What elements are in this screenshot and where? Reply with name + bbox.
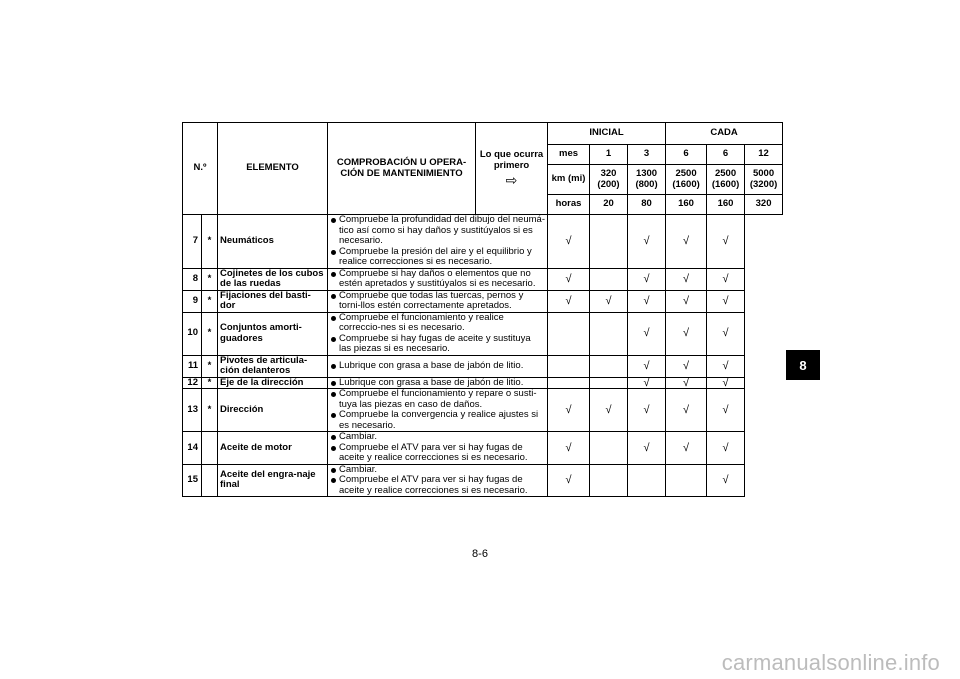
interval-check — [590, 312, 628, 355]
row-star: * — [202, 377, 218, 389]
unit-hours: horas — [548, 195, 590, 215]
interval-check: √ — [548, 389, 590, 432]
row-check-cell — [328, 215, 548, 269]
row-number: 10 — [183, 312, 202, 355]
table-row — [183, 432, 783, 465]
check-item: Compruebe si hay fugas de aceite y sustituya las piezas si es necesario. — [330, 334, 545, 355]
interval-check — [590, 355, 628, 377]
header-first — [476, 123, 548, 215]
check-item: Compruebe la presión del aire y el equilibrio y realice correcciones si es necesario. — [330, 247, 545, 268]
row-star: * — [202, 290, 218, 312]
row-number: 7 — [183, 215, 202, 269]
interval-check: √ — [666, 312, 707, 355]
interval-check: √ — [628, 268, 666, 290]
check-item: Compruebe si hay daños o elementos que no estén apretados y sustitúyalos si es necesario. — [330, 269, 545, 290]
interval-check: √ — [666, 432, 707, 465]
row-element: Fijaciones del basti-dor — [218, 290, 328, 312]
km-value: 1300 (800) — [628, 165, 666, 195]
row-element: Eje de la dirección — [218, 377, 328, 389]
hours-value: 80 — [628, 195, 666, 215]
table-row — [183, 215, 783, 269]
row-element: Dirección — [218, 389, 328, 432]
check-list — [330, 432, 545, 464]
interval-check: √ — [628, 215, 666, 269]
row-star — [202, 432, 218, 465]
month-value: 3 — [628, 145, 666, 165]
row-number: 12 — [183, 377, 202, 389]
table-row — [183, 268, 783, 290]
interval-check — [666, 464, 707, 497]
row-number: 14 — [183, 432, 202, 465]
interval-check: √ — [590, 389, 628, 432]
row-check-cell — [328, 290, 548, 312]
interval-check — [628, 464, 666, 497]
row-check-cell — [328, 355, 548, 377]
row-star — [202, 464, 218, 497]
check-list — [330, 378, 545, 389]
km-value: 2500 (1600) — [666, 165, 707, 195]
row-check-cell — [328, 389, 548, 432]
row-star: * — [202, 389, 218, 432]
table-row — [183, 312, 783, 355]
table-row — [183, 464, 783, 497]
interval-check: √ — [548, 268, 590, 290]
check-list — [330, 215, 545, 268]
check-list — [330, 269, 545, 290]
hours-value: 160 — [666, 195, 707, 215]
arrow-right-icon: ⇨ — [505, 172, 518, 188]
interval-check: √ — [628, 432, 666, 465]
month-value: 6 — [666, 145, 707, 165]
interval-check: √ — [707, 355, 745, 377]
header-no: N.º — [183, 123, 218, 215]
watermark: carmanualsonline.info — [721, 650, 940, 675]
interval-check: √ — [548, 290, 590, 312]
interval-check — [548, 312, 590, 355]
check-item: Compruebe la profundidad del dibujo del neumá-tico así como si hay daños y sustitúyalos si es necesario. — [330, 215, 545, 247]
month-value: 6 — [707, 145, 745, 165]
hours-value: 160 — [707, 195, 745, 215]
maintenance-rows — [183, 215, 783, 497]
interval-check: √ — [628, 355, 666, 377]
check-list — [330, 361, 545, 372]
interval-check: √ — [628, 290, 666, 312]
row-number: 13 — [183, 389, 202, 432]
interval-check: √ — [628, 377, 666, 389]
interval-check: √ — [548, 464, 590, 497]
interval-check — [548, 355, 590, 377]
interval-check: √ — [548, 215, 590, 269]
row-check-cell — [328, 312, 548, 355]
interval-check: √ — [707, 432, 745, 465]
table-row — [183, 290, 783, 312]
interval-check: √ — [707, 215, 745, 269]
check-item: Compruebe el funcionamiento y realice correccio-nes si es necesario. — [330, 313, 545, 334]
interval-check: √ — [628, 312, 666, 355]
row-element: Neumáticos — [218, 215, 328, 269]
chapter-tab: 8 — [786, 350, 820, 380]
row-number: 8 — [183, 268, 202, 290]
row-star: * — [202, 268, 218, 290]
interval-check: √ — [707, 290, 745, 312]
interval-check — [590, 464, 628, 497]
interval-check: √ — [666, 215, 707, 269]
month-value: 12 — [745, 145, 783, 165]
row-star: * — [202, 215, 218, 269]
km-value: 5000 (3200) — [745, 165, 783, 195]
table-row — [183, 389, 783, 432]
check-list — [330, 313, 545, 355]
check-item: Cambiar. — [330, 465, 545, 476]
row-check-cell — [328, 432, 548, 465]
row-number: 11 — [183, 355, 202, 377]
interval-check — [590, 268, 628, 290]
interval-check: √ — [628, 389, 666, 432]
row-check-cell — [328, 377, 548, 389]
header-check: COMPROBACIÓN U OPERA-CIÓN DE MANTENIMIENTO — [328, 123, 476, 215]
row-star: * — [202, 355, 218, 377]
header-element: ELEMENTO — [218, 123, 328, 215]
unit-month: mes — [548, 145, 590, 165]
check-item: Compruebe que todas las tuercas, pernos y torni-llos estén correctamente apretados. — [330, 291, 545, 312]
month-value: 1 — [590, 145, 628, 165]
hours-value: 20 — [590, 195, 628, 215]
check-item: Compruebe la convergencia y realice ajustes si es necesario. — [330, 410, 545, 431]
row-element: Cojinetes de los cubos de las ruedas — [218, 268, 328, 290]
interval-check: √ — [666, 268, 707, 290]
check-item: Compruebe el ATV para ver si hay fugas de aceite y realice correcciones si es necesario. — [330, 475, 545, 496]
interval-check: √ — [548, 432, 590, 465]
km-value: 320 (200) — [590, 165, 628, 195]
check-item: Compruebe el funcionamiento y repare o susti-tuya las piezas en caso de daños. — [330, 389, 545, 410]
check-list — [330, 389, 545, 431]
interval-check: √ — [666, 290, 707, 312]
interval-check — [590, 215, 628, 269]
check-item: Cambiar. — [330, 432, 545, 443]
check-list — [330, 291, 545, 312]
row-element: Aceite de motor — [218, 432, 328, 465]
check-item: Lubrique con grasa a base de jabón de litio. — [330, 378, 545, 389]
table-row — [183, 355, 783, 377]
km-value: 2500 (1600) — [707, 165, 745, 195]
row-element: Pivotes de articula-ción delanteros — [218, 355, 328, 377]
table-row — [183, 377, 783, 389]
interval-check: √ — [707, 389, 745, 432]
interval-check — [590, 377, 628, 389]
check-item: Lubrique con grasa a base de jabón de litio. — [330, 361, 545, 372]
header-every: CADA — [666, 123, 783, 145]
hours-value: 320 — [745, 195, 783, 215]
check-item: Compruebe el ATV para ver si hay fugas de aceite y realice correcciones si es necesario. — [330, 443, 545, 464]
row-check-cell — [328, 464, 548, 497]
row-star: * — [202, 312, 218, 355]
interval-check: √ — [666, 355, 707, 377]
page-number: 8-6 — [472, 548, 488, 560]
header-first-label: Lo que ocurra primero — [479, 149, 544, 171]
row-number: 15 — [183, 464, 202, 497]
interval-check — [548, 377, 590, 389]
row-element: Conjuntos amorti-guadores — [218, 312, 328, 355]
maintenance-table — [182, 122, 783, 497]
header-initial: INICIAL — [548, 123, 666, 145]
row-check-cell — [328, 268, 548, 290]
check-list — [330, 465, 545, 497]
interval-check — [590, 432, 628, 465]
row-element: Aceite del engra-naje final — [218, 464, 328, 497]
unit-km: km (mi) — [548, 165, 590, 195]
interval-check: √ — [590, 290, 628, 312]
interval-check: √ — [707, 377, 745, 389]
interval-check: √ — [707, 464, 745, 497]
interval-check: √ — [666, 389, 707, 432]
row-number: 9 — [183, 290, 202, 312]
interval-check: √ — [707, 312, 745, 355]
interval-check: √ — [707, 268, 745, 290]
interval-check: √ — [666, 377, 707, 389]
